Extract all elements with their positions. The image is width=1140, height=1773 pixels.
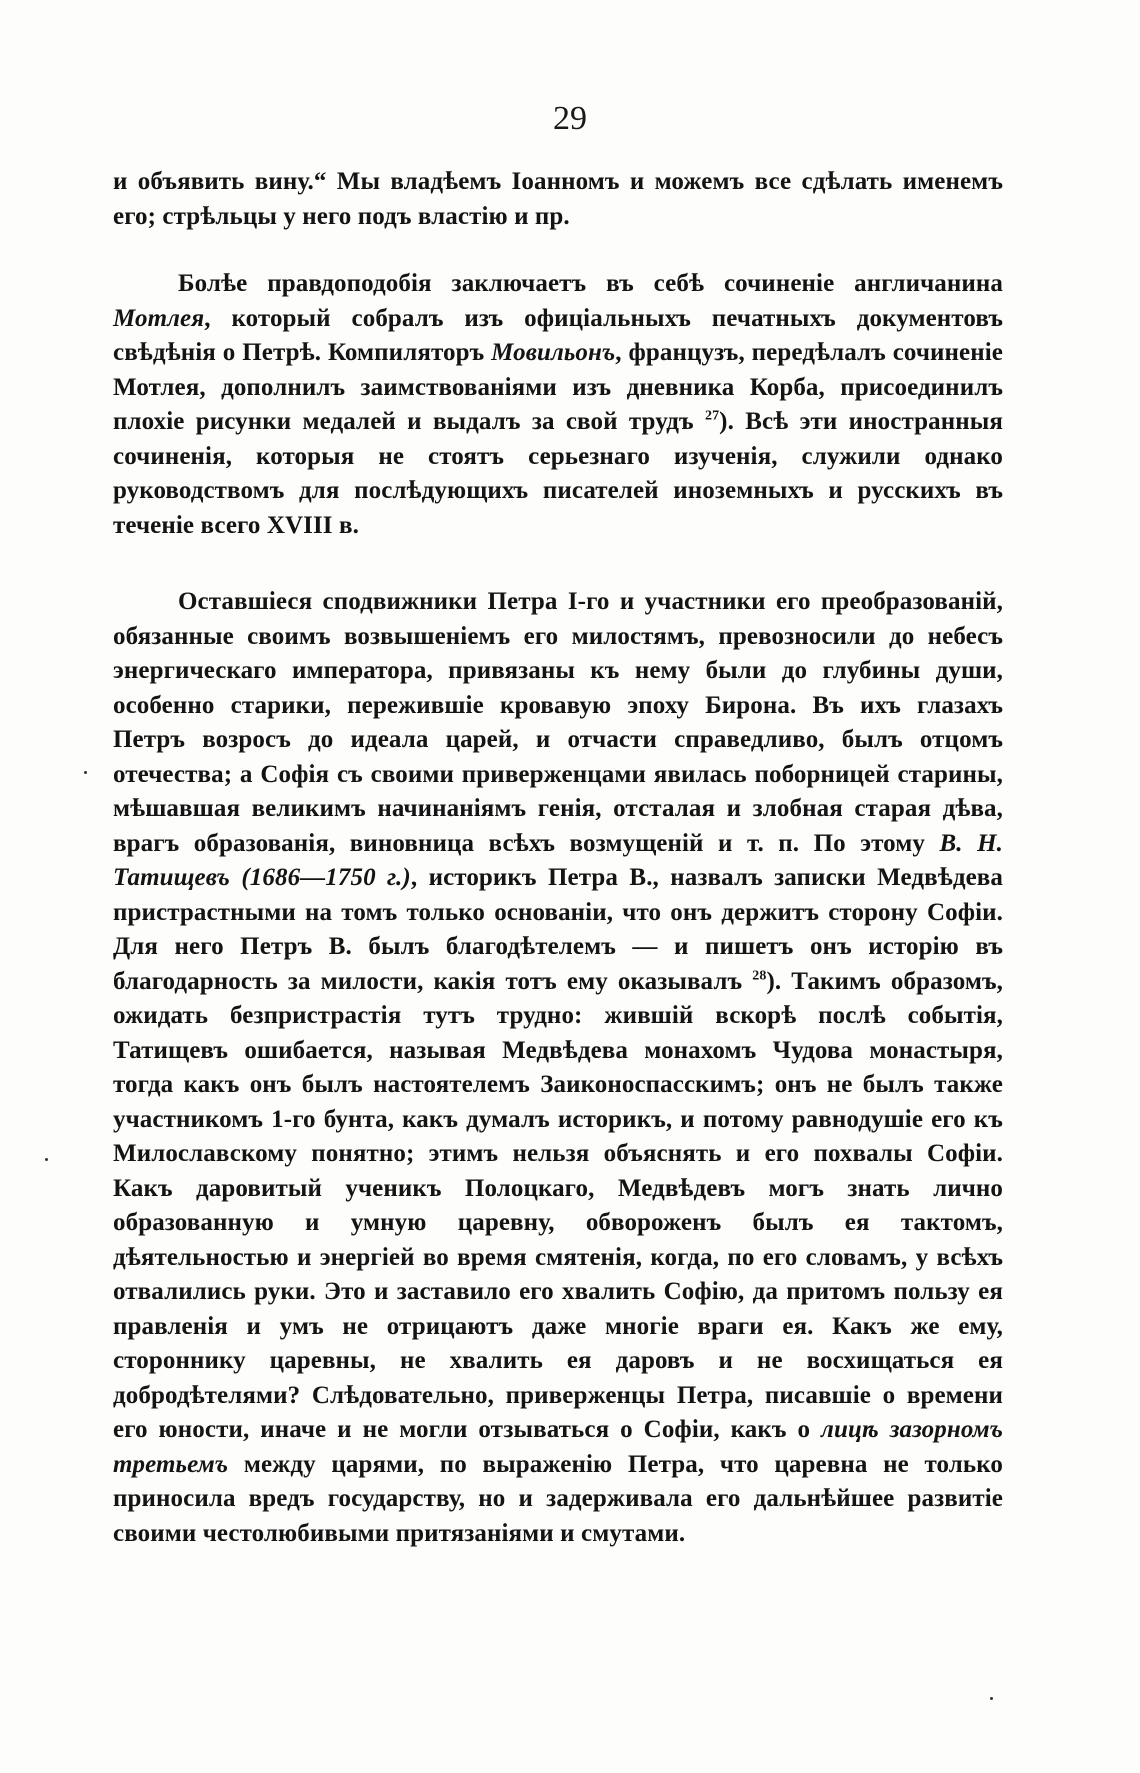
paragraph-motley [113,267,1003,543]
print-speck [45,1158,48,1161]
p2-text-c: , французъ, передѣлалъ сочиненіе Мотлея, дополнилъ заимствованіями изъ дневника Корба, присоединилъ плохіе рисунки медалей и выдалъ за свой трудъ [113,339,1003,435]
footnote-ref-28: 28 [752,968,767,984]
p3-italic-tatishchev: В. Н. Татищевъ (1686—1750 г.) [113,829,1004,891]
p3-text-a: Оставшіеся сподвижники Петра I-го и участники его преобразованій, обязанные своимъ возвышеніемъ его милостямъ, превозносили до небесъ энергическаго императора, привязаны къ нему были до глубины души, особенно старики, пережившіе кровавую эпоху Бирона. Въ ихъ глазахъ Петръ возросъ до идеала царей, и отчасти справедливо, былъ отцомъ отечества; а Софія съ своими приверженцами явилась поборницей старины, мѣшавшая великимъ начинаніямъ генія, отсталая и злобная старая дѣва, врагъ образованія, виновница всѣхъ возмущеній и т. п. По этому [113,588,1003,857]
print-speck [990,1697,993,1700]
paragraph-2-text [113,267,1003,543]
p2-text-a: Болѣе правдоподобія заключаетъ въ себѣ сочиненіе англичанина [178,270,1003,297]
p2-italic-movillon: Мовильонъ [491,339,616,366]
p3-text-c: ). Такимъ образомъ, ожидать безпристрастія тутъ трудно: жившій вскорѣ послѣ событія, Татищевъ ошибается, называя Медвѣдева монахомъ Чудова монастыря, тогда какъ онъ былъ настоятелемъ Заиконоспасскимъ; онъ не былъ также участникомъ 1-го бунта, какъ думалъ историкъ, и потому равнодушіе его къ Милославскому понятно; этимъ нельзя объяснять и его похвалы Софіи. Какъ даровитый ученикъ Полоцкаго, Медвѣдевъ могъ знать лично образованную и умную царевну, обвороженъ былъ ея тактомъ, дѣятельностью и энергіей во время смятенія, когда, по его словамъ, у всѣхъ отвалились руки. Это и заставило его хвалить Софію, да притомъ пользу ея правленія и умъ не отрицаютъ даже многіе враги ея. Какъ же ему, стороннику царевны, не хвалить ея даровъ и не восхищаться ея добродѣтелями? Слѣдовательно, приверженцы Петра, писавшіе о времени его юности, иначе и не могли отзываться о Софіи, какъ о [113,967,1003,1443]
p3-italic-phrase: лицѣ зазорномъ третьемъ [113,1416,1003,1478]
paragraph-1-text: и объявить вину.“ Мы владѣемъ Іоанномъ и можемъ все сдѣлать именемъ его; стрѣльцы у него подъ властію и пр. [113,168,1003,230]
p3-text-d: между царями, по выраженію Петра, что царевна не только приносила вредъ государству, но и задерживала его дальнѣйшее развитіе своими честолюбивыми притязаніями и смутами. [113,1450,1003,1547]
paragraph-associates [113,585,1003,1551]
p2-text-b: , который собралъ изъ офиціальныхъ печатныхъ документовъ свѣдѣнія о Петрѣ. Компиляторъ [113,304,1003,366]
page-number: 29 [553,100,587,137]
paragraph-3-text [113,585,1003,1551]
footnote-ref-27: 27 [704,408,720,424]
p2-italic-motley: Мотлея [113,304,205,332]
paragraph-continuation [113,165,1003,234]
p3-text-b: , историкъ Петра В., назвалъ записки Медвѣдева пристрастными на томъ только основаніи, что онъ держитъ сторону Софіи. Для него Петръ В. былъ благодѣтелемъ — и пишетъ онъ исторію въ благодарность за милости, какія тотъ ему оказывалъ [113,864,1003,995]
p2-text-d: ). Всѣ эти иностранныя сочиненія, которыя не стоятъ серьезнаго изученія, служили однако руководствомъ для послѣдующихъ писателей иноземныхъ и русскихъ въ теченіе всего XVIII в. [113,408,1004,539]
print-speck [84,771,87,774]
